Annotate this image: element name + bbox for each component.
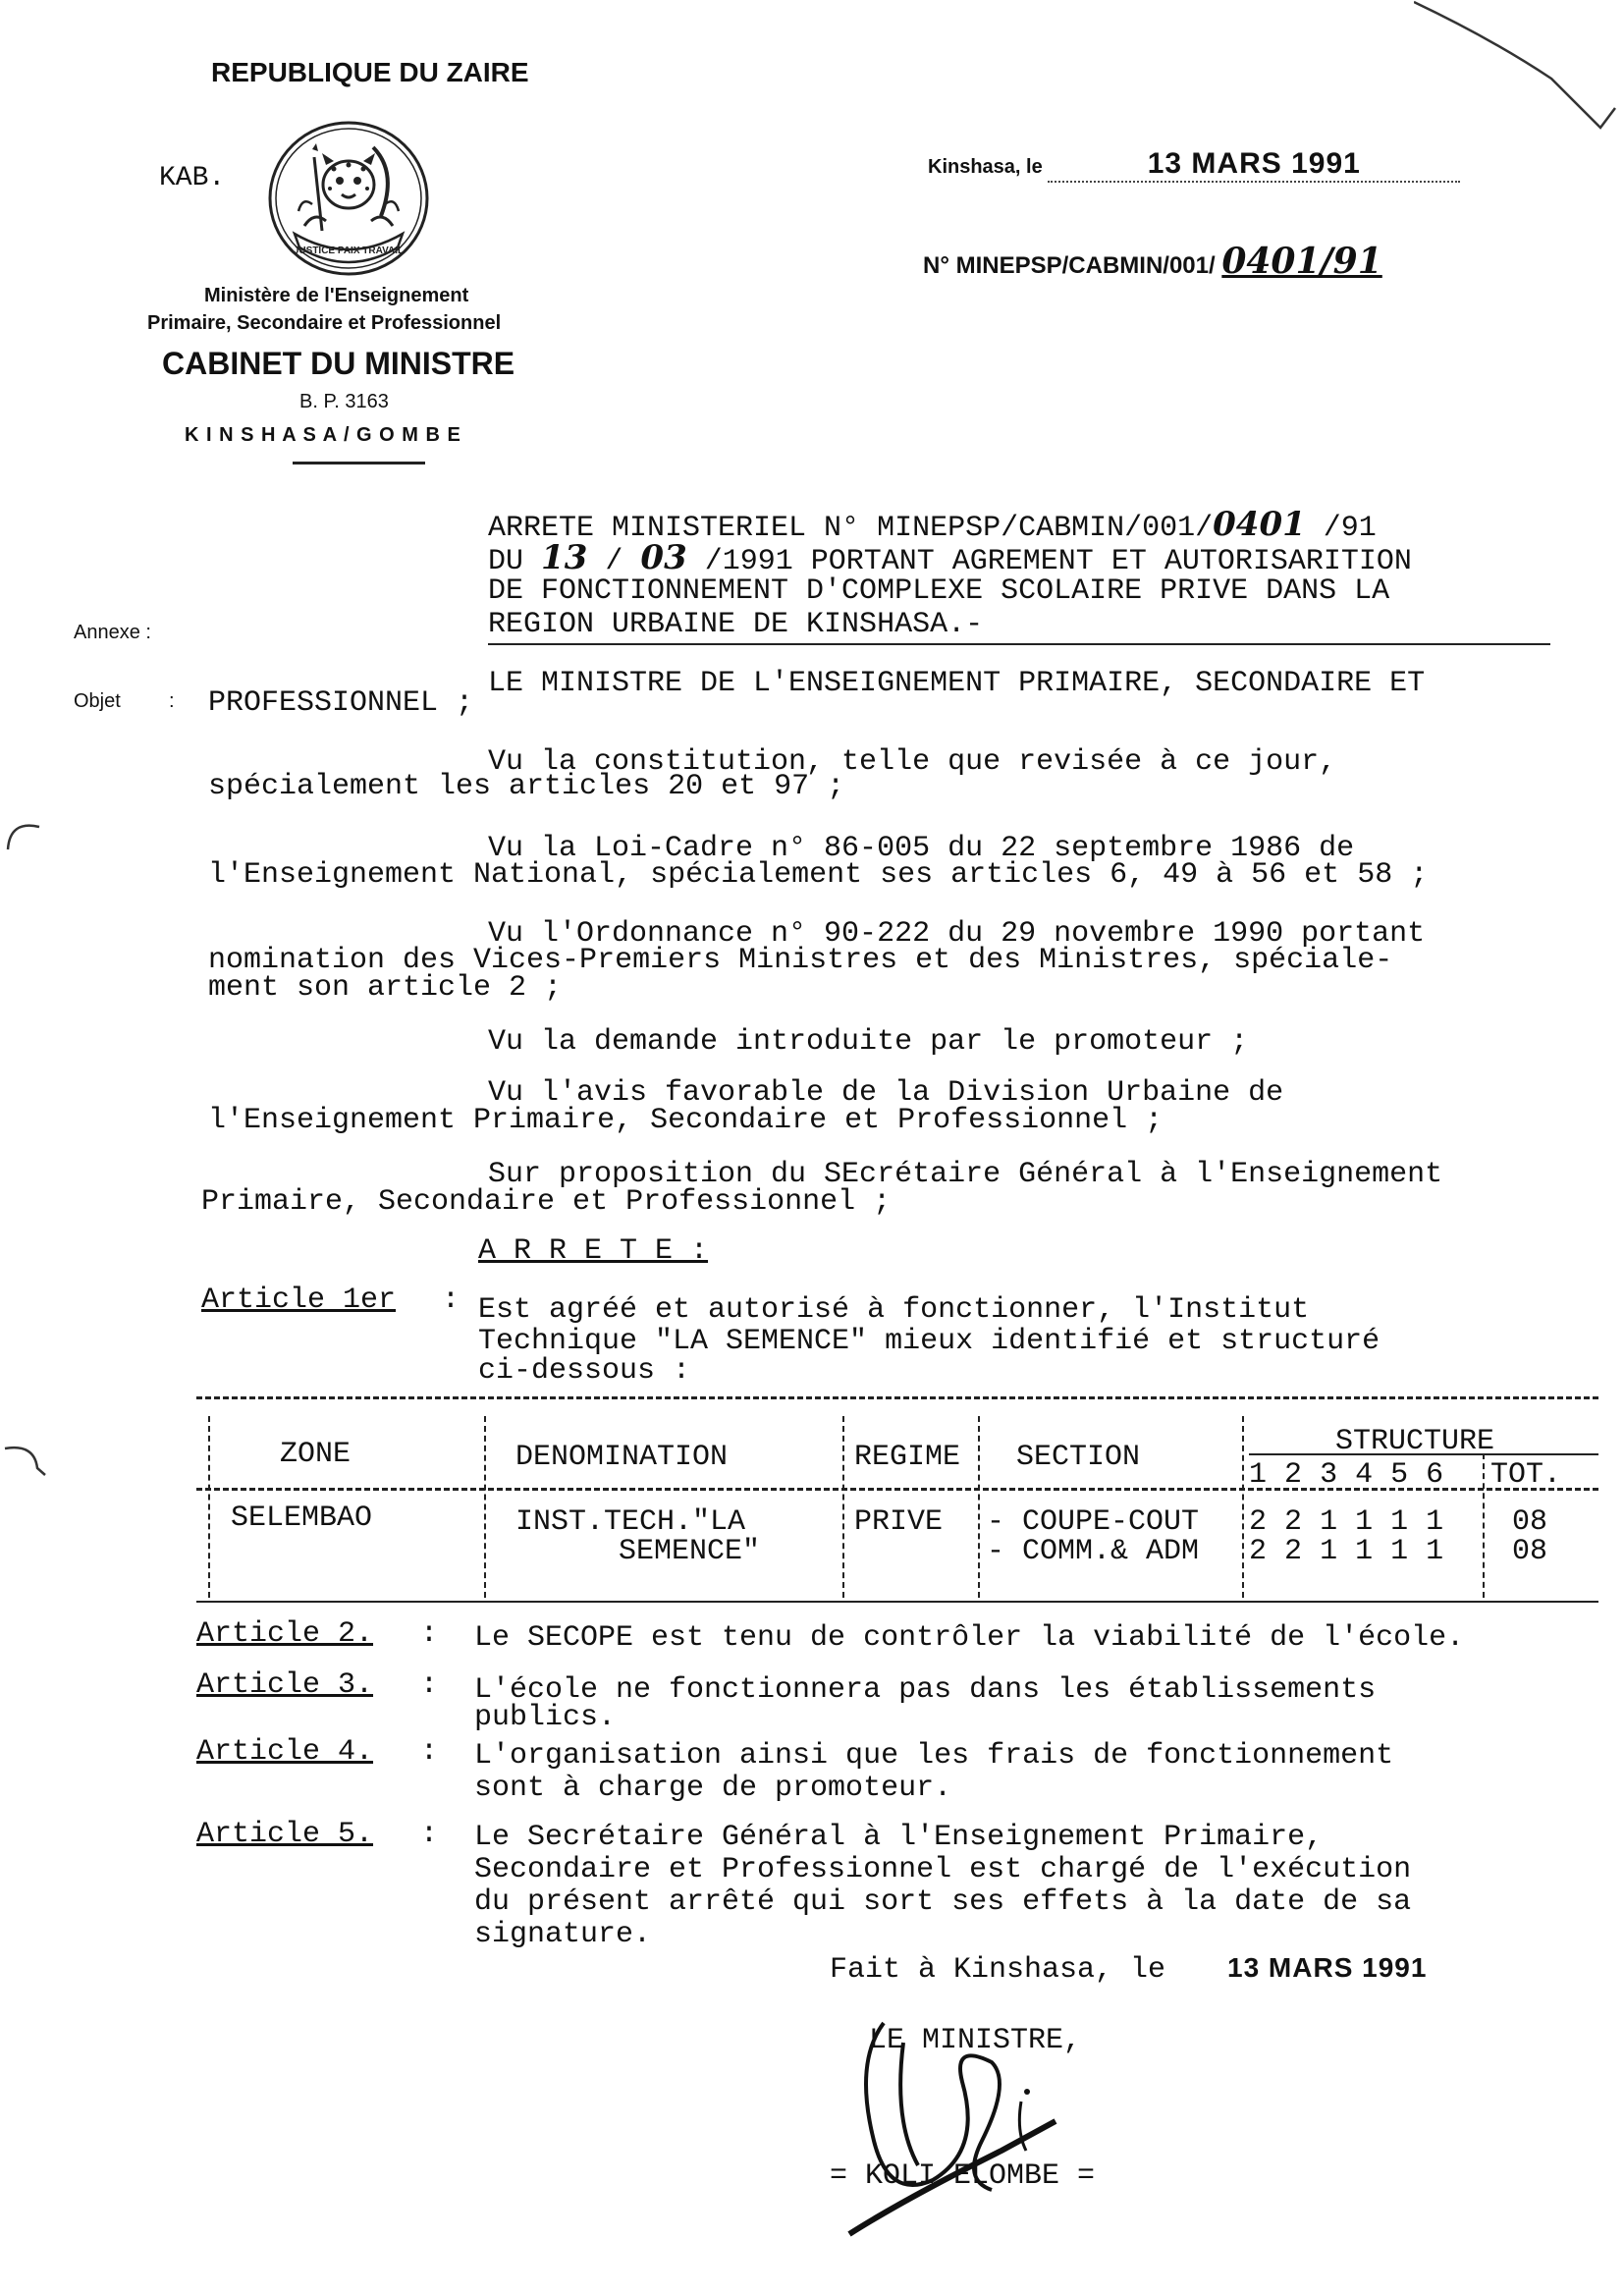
- city-line: K I N S H A S A / G O M B E: [185, 424, 461, 446]
- title-line-4: REGION URBAINE DE KINSHASA.-: [488, 608, 984, 641]
- article-1-line-1: Est agréé et autorisé à fonctionner, l'Institut: [478, 1293, 1310, 1327]
- title-line-3: DE FONCTIONNEMENT D'COMPLEXE SCOLAIRE PRIVE DANS LA: [488, 574, 1390, 608]
- objet-colon: :: [169, 690, 175, 712]
- vu3-line-2: nomination des Vices-Premiers Ministres et des Ministres, spéciale-: [208, 944, 1393, 977]
- vu1-line-2: spécialement les articles 20 et 97 ;: [208, 770, 845, 803]
- table-cell-denomination-1: INST.TECH."LA: [515, 1505, 746, 1539]
- table-header-classes: 1 2 3 4 5 6: [1249, 1458, 1444, 1492]
- article-2-colon: :: [420, 1617, 439, 1651]
- closing-date-stamp: 13 MARS 1991: [1227, 1952, 1428, 1983]
- title-handwritten-number: 0401: [1213, 505, 1306, 544]
- header-underline: [293, 462, 425, 464]
- vu2-line-2: l'Enseignement National, spécialement ses articles 6, 49 à 56 et 58 ;: [208, 858, 1429, 892]
- table-header-regime: REGIME: [854, 1441, 961, 1474]
- sur-line-1: Sur proposition du SEcrétaire Général à l'Enseignement: [488, 1158, 1443, 1191]
- title-line-1: ARRETE MINISTERIEL N° MINEPSP/CABMIN/001/0401 /91: [488, 505, 1377, 545]
- table-cell-classes: 2 2 1 1 1 1: [1249, 1505, 1444, 1539]
- article-5-line-2: Secondaire et Professionnel est chargé de l'exécution: [474, 1853, 1412, 1886]
- cabinet-title: CABINET DU MINISTRE: [162, 346, 515, 381]
- article-3-label: Article 3.: [196, 1668, 374, 1702]
- reference-prefix: N° MINEPSP/CABMIN/001/: [923, 252, 1216, 279]
- table-cell-total: 08: [1512, 1505, 1548, 1539]
- title-handwritten-month: 03: [640, 538, 687, 577]
- table-header-section: SECTION: [1016, 1441, 1141, 1474]
- po-box: B. P. 3163: [299, 391, 389, 412]
- dateline-prefix: Kinshasa, le: [928, 156, 1043, 178]
- minister-line-1: LE MINISTRE DE L'ENSEIGNEMENT PRIMAIRE, SECONDAIRE ET: [488, 667, 1426, 700]
- punch-mark-icon: [0, 1434, 59, 1493]
- article-3-line-2: publics.: [474, 1701, 617, 1734]
- objet-label: Objet: [74, 690, 121, 712]
- table-cell-section: - COUPE-COUT: [987, 1505, 1200, 1539]
- table-cell-regime: PRIVE: [854, 1505, 944, 1539]
- annexe-label: Annexe :: [74, 622, 151, 643]
- title-underline: [488, 643, 1550, 645]
- ministry-line-2: Primaire, Secondaire et Professionnel: [147, 312, 502, 334]
- vu4-line-1: Vu la demande introduite par le promoteur ;: [488, 1025, 1249, 1059]
- article-2-line-1: Le SECOPE est tenu de contrôler la viabilité de l'école.: [474, 1621, 1465, 1655]
- table-top-rule: [196, 1396, 1598, 1399]
- ministry-line-1: Ministère de l'Enseignement: [204, 285, 469, 306]
- article-5-line-4: signature.: [474, 1918, 652, 1951]
- table-bottom-rule: [196, 1601, 1598, 1603]
- seal-motto: JUSTICE PAIX TRAVAIL: [293, 246, 405, 256]
- closing-place: Fait à Kinshasa, le: [830, 1953, 1166, 1987]
- vu3-line-3: ment son article 2 ;: [208, 971, 563, 1005]
- table-cell-zone: SELEMBAO: [231, 1502, 373, 1535]
- signatory-title: LE MINISTRE,: [869, 2024, 1082, 2057]
- reference-handwritten: 0401/91: [1221, 241, 1382, 282]
- punch-mark-icon: [0, 805, 59, 864]
- kab-label: KAB.: [159, 163, 226, 193]
- signatory-name: = KOLI ELOMBE =: [830, 2159, 1096, 2193]
- article-2-label: Article 2.: [196, 1617, 374, 1651]
- title-line-2: DU 13 / 03 /1991 PORTANT AGREMENT ET AUTORISARITION: [488, 538, 1412, 578]
- article-1-line-2: Technique "LA SEMENCE" mieux identifié et structuré: [478, 1325, 1380, 1358]
- dateline: [928, 147, 1460, 183]
- sur-line-2: Primaire, Secondaire et Professionnel ;: [201, 1185, 892, 1219]
- article-3-line-1: L'école ne fonctionnera pas dans les établissements: [474, 1673, 1377, 1707]
- table-header-denomination: DENOMINATION: [515, 1441, 729, 1474]
- handwritten-signature-icon: [844, 2003, 1090, 2239]
- pen-scribble-icon: [1414, 0, 1624, 137]
- article-5-line-1: Le Secrétaire Général à l'Enseignement Primaire,: [474, 1821, 1324, 1854]
- table-cell-classes: 2 2 1 1 1 1: [1249, 1535, 1444, 1568]
- article-4-line-1: L'organisation ainsi que les frais de fonctionnement: [474, 1739, 1394, 1773]
- article-4-colon: :: [420, 1735, 439, 1769]
- vu1-line-1: Vu la constitution, telle que revisée à ce jour,: [488, 745, 1337, 779]
- table-cell-denomination-2: SEMENCE": [619, 1535, 761, 1568]
- article-5-colon: :: [420, 1818, 439, 1851]
- country-name: REPUBLIQUE DU ZAIRE: [211, 57, 529, 87]
- title-handwritten-day: 13: [541, 538, 588, 577]
- coat-of-arms-seal-icon: [265, 118, 432, 280]
- vu3-line-1: Vu l'Ordonnance n° 90-222 du 29 novembre 1990 portant: [488, 917, 1426, 951]
- table-header-total: TOT.: [1490, 1458, 1562, 1492]
- article-1-colon: :: [442, 1284, 460, 1317]
- article-4-line-2: sont à charge de promoteur.: [474, 1772, 952, 1805]
- arrete-heading: A R R E T E :: [478, 1234, 709, 1268]
- vu5-line-2: l'Enseignement Primaire, Secondaire et Professionnel ;: [208, 1104, 1164, 1137]
- article-1-label: Article 1er: [201, 1284, 397, 1317]
- article-3-colon: :: [420, 1668, 439, 1702]
- table-cell-total: 08: [1512, 1535, 1548, 1568]
- vu2-line-1: Vu la Loi-Cadre n° 86-005 du 22 septembre 1986 de: [488, 832, 1355, 865]
- article-5-label: Article 5.: [196, 1818, 374, 1851]
- article-4-label: Article 4.: [196, 1735, 374, 1769]
- article-1-line-3: ci-dessous :: [478, 1354, 691, 1388]
- table-header-rule: [196, 1488, 1598, 1491]
- dateline-date-stamp: 13 MARS 1991: [1147, 147, 1361, 180]
- reference-number: [923, 241, 1382, 282]
- table-header-structure: STRUCTURE: [1335, 1425, 1495, 1458]
- table-header-zone: ZONE: [280, 1438, 352, 1471]
- table-cell-section: - COMM.& ADM: [987, 1535, 1200, 1568]
- article-5-line-3: du présent arrêté qui sort ses effets à la date de sa: [474, 1885, 1412, 1919]
- vu5-line-1: Vu l'avis favorable de la Division Urbaine de: [488, 1076, 1284, 1110]
- minister-line-2: PROFESSIONNEL ;: [208, 686, 474, 720]
